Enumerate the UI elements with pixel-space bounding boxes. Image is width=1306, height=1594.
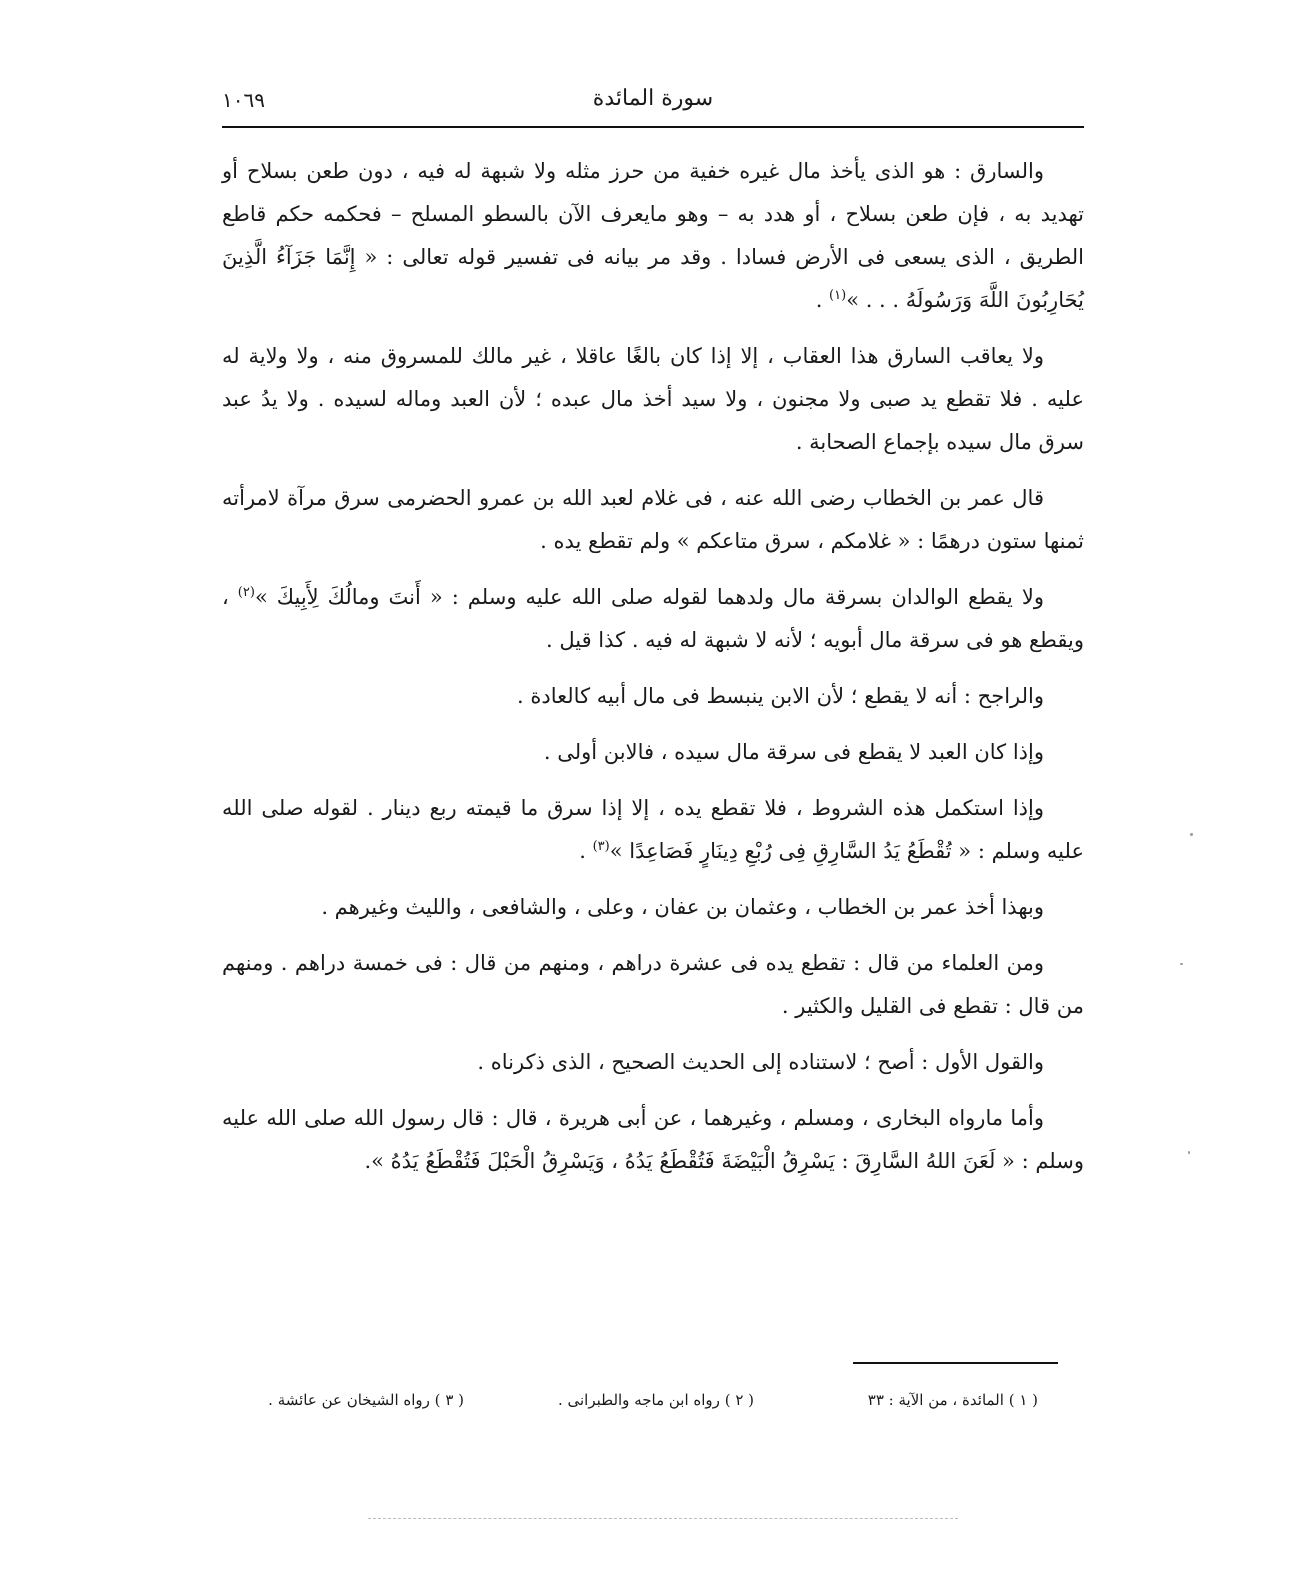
- page-number: ١٠٦٩: [222, 88, 265, 112]
- footnote-ref-1: (١): [829, 288, 847, 303]
- paragraph-umar-ruling: قال عمر بن الخطاب رضى الله عنه ، فى غلام لعبد الله بن عمرو الحضرمى سرق مرآة لامرأته ثمنها ستون درهمًا : « غلامكم ، سرق متاعكم » ولم تقطع يده .: [222, 486, 1084, 553]
- paragraph-parents: ولا يقطع الوالدان بسرقة مال ولدهما لقوله صلى الله عليه وسلم : « أَنتَ ومالُكَ لِأَبِيكَ »$^{(٢)}$ ، ويقطع هو فى سرقة مال أبويه ؛ لأنه لا شبهة له فيه . كذا قيل .: [222, 585, 1084, 652]
- page-header: [222, 82, 1084, 122]
- footnotes: [222, 1385, 1084, 1415]
- footnote-3: ( ٣ ) رواه الشيخان عن عائشة .: [268, 1391, 464, 1409]
- footnote-2: ( ٢ ) رواه ابن ماجه والطبرانى .: [557, 1391, 754, 1409]
- page-body: [222, 150, 1084, 1196]
- scan-speck: [1188, 1151, 1190, 1154]
- scan-speck: [1180, 963, 1183, 965]
- footnote-separator: [853, 1362, 1058, 1364]
- paragraph-son-priority: وإذا كان العبد لا يقطع فى سرقة مال سيده ، فالابن أولى .: [543, 740, 1044, 764]
- paragraph-thief-definition: والسارق : هو الذى يأخذ مال غيره خفية من حرز مثله ولا شبهة له فيه ، دون طعن بسلاح أو تهديد به ، فإن طعن بسلاح ، أو هدد به – وهو مايعرف الآن بالسطو المسلح – فحكمه حكم قاطع الطريق ، الذى يسعى فى الأرض فسادا . وقد مر بيانه فى تفسير قوله تعالى : « إِنَّمَا جَزَآءُ الَّذِينَ يُحَارِبُونَ اللَّهَ وَرَسُولَهُ . . . »$^{(١)}$ .: [222, 159, 1084, 312]
- paragraph-bukhari-hadith: وأما مارواه البخارى ، ومسلم ، وغيرهما ، عن أبى هريرة ، قال : قال رسول الله صلى الله عليه وسلم : « لَعَنَ اللهُ السَّارِقَ : يَسْرِقُ الْبَيْضَةَ فَتُقْطَعُ يَدُهُ ، وَيَسْرِقُ الْحَبْلَ فَتُقْطَعُ يَدُهُ ».: [222, 1106, 1084, 1173]
- paragraph-preferred-view: والراجح : أنه لا يقطع ؛ لأن الابن ينبسط فى مال أبيه كالعادة .: [517, 684, 1044, 708]
- paragraph-quarter-dinar: وإذا استكمل هذه الشروط ، فلا تقطع يده ، إلا إذا سرق ما قيمته ربع دينار . لقوله صلى الله عليه وسلم : « تُقْطَعُ يَدُ السَّارِقِ فِى رُبْعِ دِينَارٍ فَصَاعِدًا »$^{(٣)}$ .: [222, 796, 1084, 863]
- footnote-ref-3: (٣): [592, 839, 610, 854]
- footnote-ref-2: (٢): [237, 585, 255, 600]
- paragraph-conditions: ولا يعاقب السارق هذا العقاب ، إلا إذا كان بالغًا عاقلا ، غير مالك للمسروق منه ، ولا ولاية له عليه . فلا تقطع يد صبى ولا مجنون ، ولا سيد أخذ مال عبده ؛ لأن العبد وماله لسيده . ولا يدُ عبد سرق مال سيده بإجماع الصحابة .: [222, 344, 1084, 454]
- paragraph-first-opinion: والقول الأول : أصح ؛ لاستناده إلى الحديث الصحيح ، الذى ذكرناه .: [477, 1050, 1044, 1074]
- header-rule: [222, 126, 1084, 128]
- running-head-surah-title: سورة المائدة: [592, 86, 714, 111]
- scan-edge-line: [368, 1518, 958, 1519]
- paragraph-scholars-opinions: ومن العلماء من قال : تقطع يده فى عشرة دراهم ، ومنهم من قال : فى خمسة دراهم . ومنهم من قال : تقطع فى القليل والكثير .: [222, 951, 1084, 1018]
- footnote-1: ( ١ ) المائدة ، من الآية : ٣٣: [867, 1391, 1038, 1409]
- scan-speck: [1190, 833, 1193, 836]
- paragraph-companions: وبهذا أخذ عمر بن الخطاب ، وعثمان بن عفان ، وعلى ، والشافعى ، والليث وغيرهم .: [321, 895, 1044, 919]
